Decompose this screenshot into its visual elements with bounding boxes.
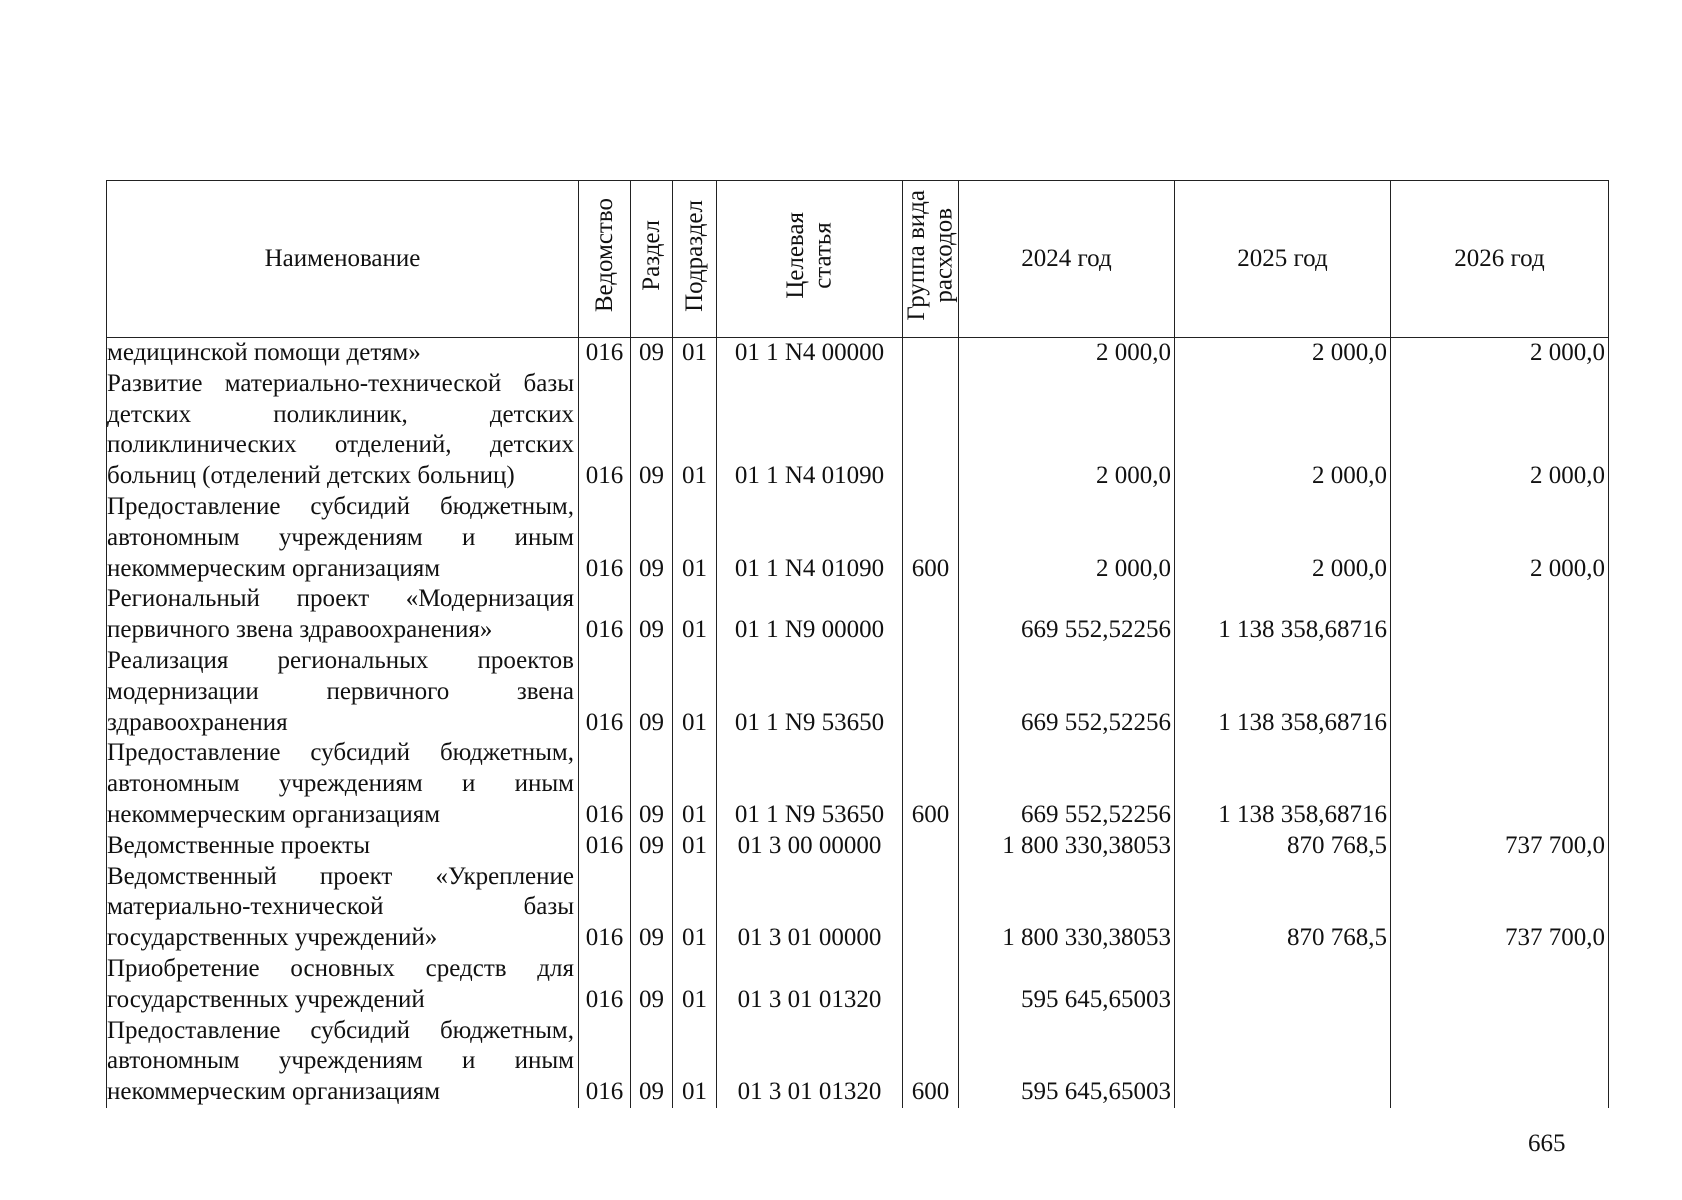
table-row [107, 831, 1609, 862]
vedomstvo-cell: 016 [579, 492, 631, 584]
table-row [107, 646, 1609, 738]
razdel-cell: 09 [631, 338, 673, 369]
row-name: Приобретение основных средств для государственных учреждений [107, 954, 579, 1016]
razdel-cell: 09 [631, 738, 673, 830]
amount-2026-cell: 2 000,0 [1391, 369, 1609, 492]
table-row [107, 954, 1609, 1016]
vid-rashodov-cell: 600 [903, 1016, 959, 1108]
header-podrazdel: Подраздел [673, 181, 717, 338]
row-name: Предоставление субсидий бюджетным, автономным учреждениям и иным некоммерческим организациям [107, 492, 579, 584]
amount-2025-cell: 1 138 358,68716 [1175, 584, 1391, 646]
vid-rashodov-cell [903, 369, 959, 492]
podrazdel-cell: 01 [673, 831, 717, 862]
vedomstvo-cell: 016 [579, 584, 631, 646]
header-vedomstvo: Ведомство [579, 181, 631, 338]
amount-2024-cell: 595 645,65003 [959, 1016, 1175, 1108]
podrazdel-cell: 01 [673, 738, 717, 830]
table-row [107, 338, 1609, 369]
amount-2024-cell: 669 552,52256 [959, 584, 1175, 646]
podrazdel-cell: 01 [673, 954, 717, 1016]
razdel-cell: 09 [631, 1016, 673, 1108]
vedomstvo-cell: 016 [579, 831, 631, 862]
table-row [107, 584, 1609, 646]
header-name: Наименование [107, 181, 579, 338]
razdel-cell: 09 [631, 831, 673, 862]
razdel-cell: 09 [631, 369, 673, 492]
amount-2024-cell: 2 000,0 [959, 338, 1175, 369]
vid-rashodov-cell: 600 [903, 738, 959, 830]
podrazdel-cell: 01 [673, 1016, 717, 1108]
table-row [107, 1016, 1609, 1108]
celevaya-statya-cell: 01 1 N4 01090 [717, 492, 903, 584]
budget-table [106, 180, 1609, 1108]
row-name: Предоставление субсидий бюджетным, автономным учреждениям и иным некоммерческим организациям [107, 1016, 579, 1108]
celevaya-statya-cell: 01 1 N9 00000 [717, 584, 903, 646]
amount-2025-cell [1175, 1016, 1391, 1108]
amount-2026-cell: 2 000,0 [1391, 338, 1609, 369]
amount-2025-cell: 2 000,0 [1175, 369, 1391, 492]
celevaya-statya-cell: 01 3 00 00000 [717, 831, 903, 862]
amount-2025-cell: 870 768,5 [1175, 831, 1391, 862]
razdel-cell: 09 [631, 492, 673, 584]
vid-rashodov-cell [903, 584, 959, 646]
table-row [107, 492, 1609, 584]
podrazdel-cell: 01 [673, 862, 717, 954]
amount-2026-cell [1391, 1016, 1609, 1108]
amount-2026-cell [1391, 738, 1609, 830]
header-razdel: Раздел [631, 181, 673, 338]
celevaya-statya-cell: 01 3 01 01320 [717, 1016, 903, 1108]
amount-2026-cell [1391, 954, 1609, 1016]
header-2024: 2024 год [959, 181, 1175, 338]
table-row [107, 369, 1609, 492]
podrazdel-cell: 01 [673, 492, 717, 584]
amount-2024-cell: 1 800 330,38053 [959, 862, 1175, 954]
razdel-cell: 09 [631, 954, 673, 1016]
vedomstvo-cell: 016 [579, 862, 631, 954]
razdel-cell: 09 [631, 646, 673, 738]
row-name: Региональный проект «Модернизация первичного звена здравоохранения» [107, 584, 579, 646]
vedomstvo-cell: 016 [579, 1016, 631, 1108]
celevaya-statya-cell: 01 3 01 01320 [717, 954, 903, 1016]
vedomstvo-cell: 016 [579, 954, 631, 1016]
header-celevaya-statya: Целевая статья [717, 181, 903, 338]
podrazdel-cell: 01 [673, 646, 717, 738]
amount-2025-cell: 1 138 358,68716 [1175, 738, 1391, 830]
row-name: Развитие материально-технической базы детских поликлиник, детских поликлинических отделений, детских больниц (отделений детских больниц) [107, 369, 579, 492]
razdel-cell: 09 [631, 862, 673, 954]
page-number: 665 [1528, 1130, 1566, 1157]
celevaya-statya-cell: 01 1 N4 00000 [717, 338, 903, 369]
vid-rashodov-cell [903, 831, 959, 862]
amount-2025-cell: 2 000,0 [1175, 492, 1391, 584]
amount-2025-cell: 2 000,0 [1175, 338, 1391, 369]
amount-2024-cell: 669 552,52256 [959, 738, 1175, 830]
row-name: медицинской помощи детям» [107, 338, 579, 369]
amount-2026-cell: 737 700,0 [1391, 862, 1609, 954]
row-name: Реализация региональных проектов модернизации первичного звена здравоохранения [107, 646, 579, 738]
amount-2025-cell: 870 768,5 [1175, 862, 1391, 954]
razdel-cell: 09 [631, 584, 673, 646]
row-name: Ведомственные проекты [107, 831, 579, 862]
amount-2025-cell: 1 138 358,68716 [1175, 646, 1391, 738]
celevaya-statya-cell: 01 3 01 00000 [717, 862, 903, 954]
podrazdel-cell: 01 [673, 338, 717, 369]
vedomstvo-cell: 016 [579, 369, 631, 492]
table-row [107, 862, 1609, 954]
amount-2024-cell: 2 000,0 [959, 369, 1175, 492]
vid-rashodov-cell [903, 862, 959, 954]
row-name: Предоставление субсидий бюджетным, автономным учреждениям и иным некоммерческим организациям [107, 738, 579, 830]
amount-2024-cell: 2 000,0 [959, 492, 1175, 584]
vid-rashodov-cell: 600 [903, 492, 959, 584]
amount-2025-cell [1175, 954, 1391, 1016]
vid-rashodov-cell [903, 646, 959, 738]
celevaya-statya-cell: 01 1 N9 53650 [717, 738, 903, 830]
header-2026: 2026 год [1391, 181, 1609, 338]
celevaya-statya-cell: 01 1 N4 01090 [717, 369, 903, 492]
podrazdel-cell: 01 [673, 369, 717, 492]
celevaya-statya-cell: 01 1 N9 53650 [717, 646, 903, 738]
amount-2026-cell [1391, 584, 1609, 646]
vid-rashodov-cell [903, 954, 959, 1016]
amount-2026-cell: 2 000,0 [1391, 492, 1609, 584]
podrazdel-cell: 01 [673, 584, 717, 646]
amount-2024-cell: 595 645,65003 [959, 954, 1175, 1016]
amount-2024-cell: 669 552,52256 [959, 646, 1175, 738]
vedomstvo-cell: 016 [579, 338, 631, 369]
vedomstvo-cell: 016 [579, 646, 631, 738]
table-row [107, 738, 1609, 830]
amount-2026-cell [1391, 646, 1609, 738]
vedomstvo-cell: 016 [579, 738, 631, 830]
table-header-row [107, 181, 1609, 338]
header-2025: 2025 год [1175, 181, 1391, 338]
amount-2024-cell: 1 800 330,38053 [959, 831, 1175, 862]
row-name: Ведомственный проект «Укрепление материально-технической базы государственных учреждений» [107, 862, 579, 954]
vid-rashodov-cell [903, 338, 959, 369]
amount-2026-cell: 737 700,0 [1391, 831, 1609, 862]
header-gruppa-vida-rashodov: Группа вида расходов [903, 181, 959, 338]
